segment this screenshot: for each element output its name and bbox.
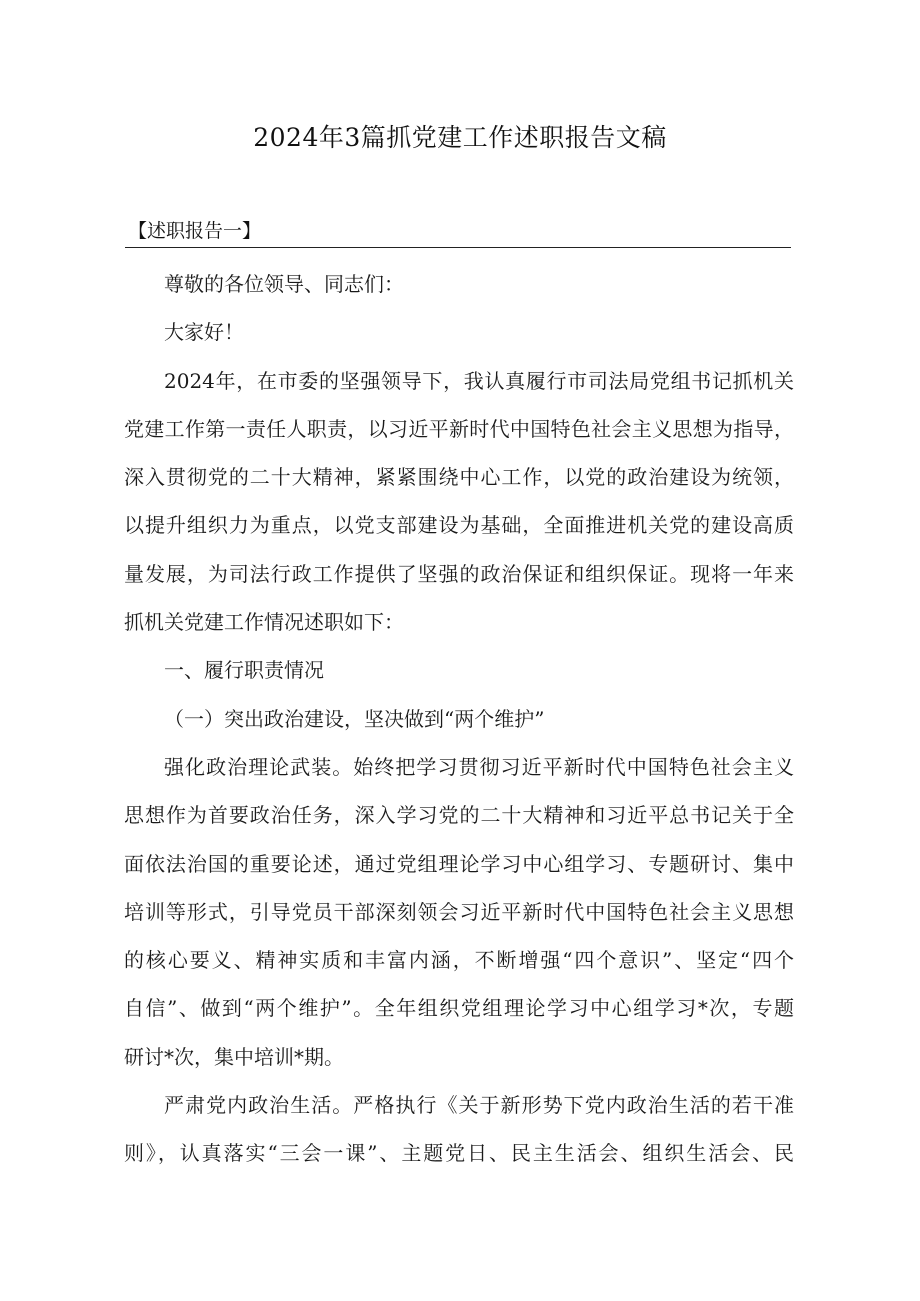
document-body xyxy=(124,260,794,1178)
paragraph-line: 深入贯彻党的二十大精神，紧紧围绕中心工作，以党的政治建设为统领， xyxy=(124,465,794,490)
paragraph-line: 的核心要义、精神实质和丰富内涵，不断增强“四个意识”、坚定“四个 xyxy=(124,948,794,973)
paragraph-line: 思想作为首要政治任务，深入学习党的二十大精神和习近平总书记关于全 xyxy=(124,803,794,828)
political-life-paragraph xyxy=(124,1081,794,1178)
paragraph-line: 自信”、做到“两个维护”。全年组织党组理论学习中心组学习*次，专题 xyxy=(124,996,794,1021)
intro-paragraph xyxy=(124,357,794,647)
section-divider xyxy=(125,247,791,248)
paragraph-line: 强化政治理论武装。始终把学习贯彻习近平新时代中国特色社会主义 xyxy=(164,754,794,779)
hello-line: 大家好！ xyxy=(164,320,244,345)
subheading-political: （一）突出政治建设，坚决做到“两个维护” xyxy=(164,706,545,731)
theory-paragraph xyxy=(124,743,794,1081)
section-label: 【述职报告一】 xyxy=(128,220,262,242)
paragraph-line: 以提升组织力为重点，以党支部建设为基础，全面推进机关党的建设高质 xyxy=(124,513,794,538)
paragraph-line: 量发展，为司法行政工作提供了坚强的政治保证和组织保证。现将一年来 xyxy=(124,561,794,586)
paragraph-line: 2024年，在市委的坚强领导下，我认真履行市司法局党组书记抓机关 xyxy=(164,368,794,393)
document-title: 2024年3篇抓党建工作述职报告文稿 xyxy=(253,123,667,152)
paragraph-line: 抓机关党建工作情况述职如下： xyxy=(124,610,404,635)
greeting: 尊敬的各位领导、同志们： xyxy=(164,272,404,296)
paragraph-line: 则》，认真落实“三会一课”、主题党日、民主生活会、组织生活会、民 xyxy=(124,1141,794,1166)
paragraph-line: 党建工作第一责任人职责，以习近平新时代中国特色社会主义思想为指导， xyxy=(124,416,794,441)
paragraph-line: 严肃党内政治生活。严格执行《关于新形势下党内政治生活的若干准 xyxy=(164,1093,794,1118)
paragraph-line: 研讨*次，集中培训*期。 xyxy=(124,1044,344,1069)
heading-duties: 一、履行职责情况 xyxy=(164,658,324,683)
paragraph-line: 面依法治国的重要论述，通过党组理论学习中心组学习、专题研讨、集中 xyxy=(124,851,794,876)
paragraph-line: 培训等形式，引导党员干部深刻领会习近平新时代中国特色社会主义思想 xyxy=(124,899,794,924)
